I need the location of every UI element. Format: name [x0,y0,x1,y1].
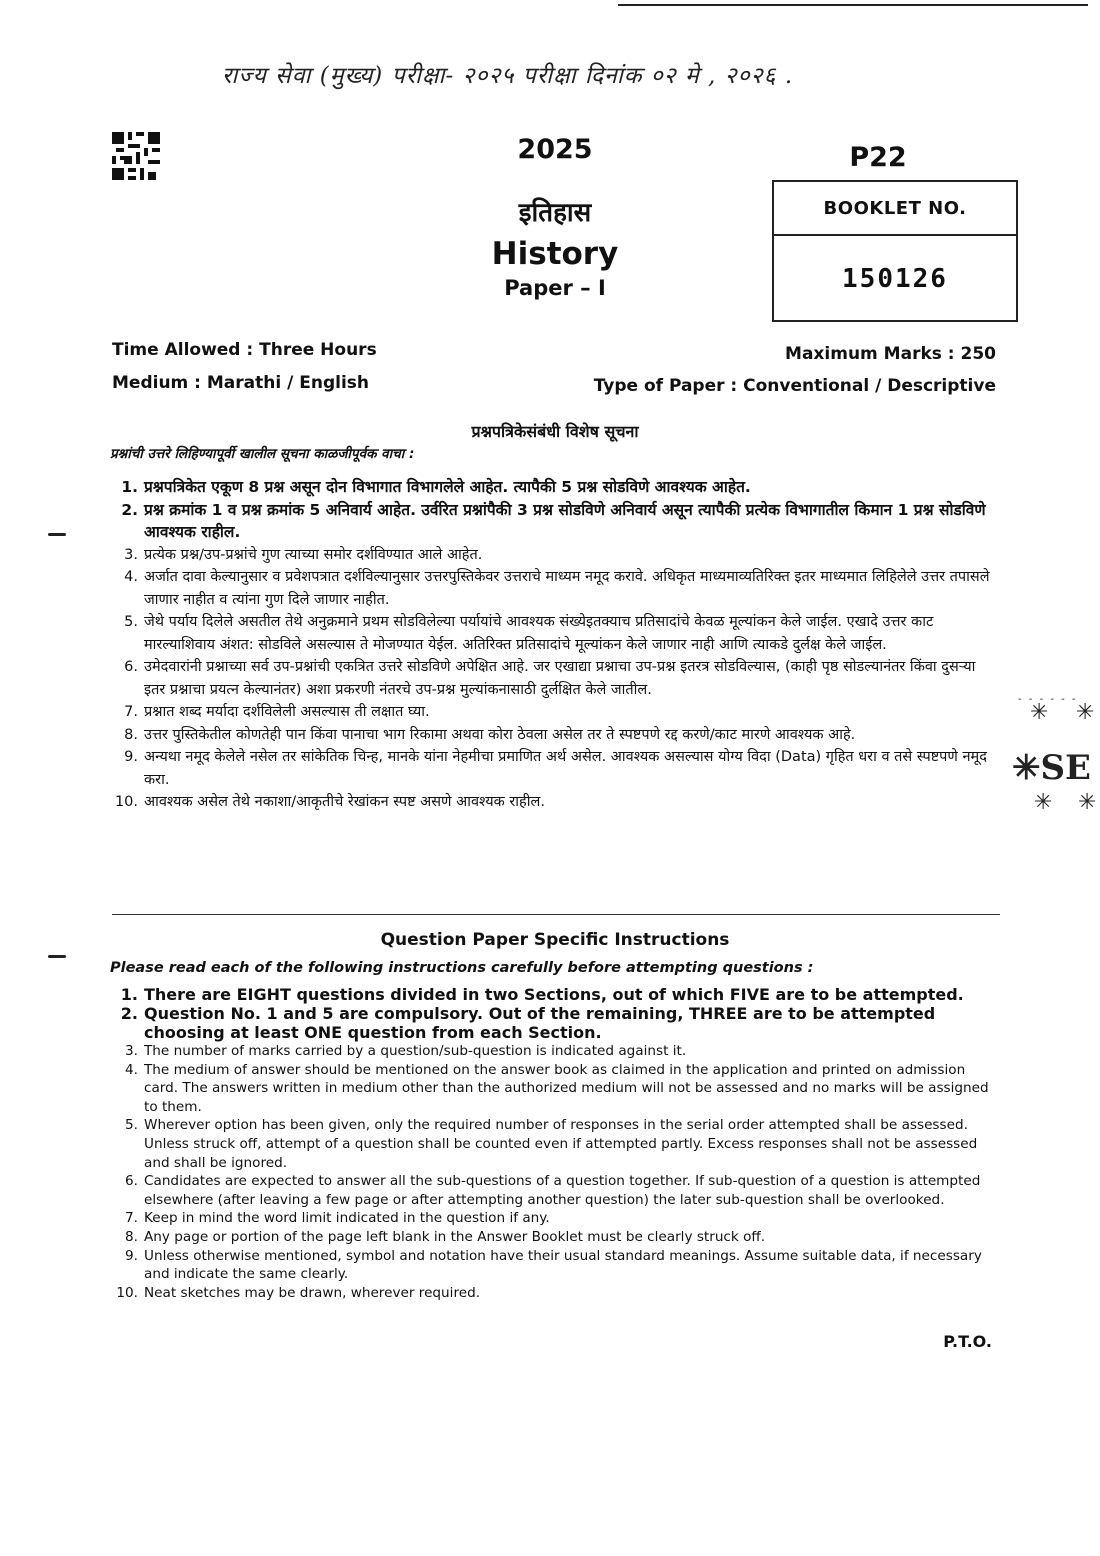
paper-code: P22 [849,142,907,173]
list-item: 1. प्रश्नपत्रिकेत एकूण 8 प्रश्न असून दोन विभागात विभागलेले आहेत. त्यापैकी 5 प्रश्न सोडविणे आवश्यक आहेत. [121,478,751,496]
margin-mark [48,955,66,958]
asterisk-icon: ✳ [1076,700,1095,725]
list-item: 4. The medium of answer should be mentioned on the answer book as claimed in the application and printed on admission card. The answers written in medium other than the authorized medium will not be assessed and no marks will be assigned to them. [125,1061,989,1115]
pto-label: P.T.O. [943,1332,992,1351]
top-rule [618,4,1088,6]
handwritten-note: राज्य सेवा (मुख्य) परीक्षा- २०२५ परीक्षा दिनांक ०२ मे , २०२६ . [222,63,794,89]
list-item: 5. जेथे पर्याय दिलेले असतील तेथे अनुक्रमाने प्रथम सोडविलेल्या पर्यायांचे आवश्यक संख्येइतक्याच प्रतिसादांचे केवळ मूल्यांकन केले जाईल. एखादे उत्तर काट मारल्याशिवाय अंशत: सोडविले असल्यास ते मोजण्यात येईल. अतिरिक्त प्रतिसादांचे मूल्यांकन केले जाणार नाही आणि त्याकडे दुर्लक्ष केले जाईल. [124,614,934,653]
list-item: 3. प्रत्येक प्रश्न/उप-प्रश्नांचे गुण त्याच्या समोर दर्शविण्यात आले आहेत. [124,546,483,563]
booklet-label: BOOKLET NO. [774,182,1016,236]
list-item: 7. Keep in mind the word limit indicated in the question if any. [125,1210,550,1227]
english-instructions-heading: Question Paper Specific Instructions [380,930,730,950]
list-item: 9. अन्यथा नमूद केलेले नसेल तर सांकेतिक चिन्ह, मानके यांना नेहमीचा प्रमाणित अर्थ असेल. आवश्यक असल्यास योग्य विदा (Data) गृहित धरा व तसे स्पष्टपणे नमूद करा. [124,749,987,788]
dotted-line-icon: - - - - - - [1018,694,1078,705]
list-item: 2. प्रश्न क्रमांक 1 व प्रश्न क्रमांक 5 अनिवार्य आहेत. उर्वरित प्रश्नांपैकी 3 प्रश्न सोडविणे अनिवार्य असून त्यापैकी प्रत्येक विभागातील किमान 1 प्रश्न सोडविणे आवश्यक राहील. [121,500,986,541]
subject-title-marathi: इतिहास [518,198,592,228]
english-instructions-list [112,985,1000,1302]
time-allowed: Time Allowed : Three Hours [112,340,377,360]
list-item: 10. आवश्यक असेल तेथे नकाशा/आकृतीचे रेखांकन स्पष्ट असणे आवश्यक राहील. [114,794,545,810]
list-item: 6. उमेदवारांनी प्रश्नाच्या सर्व उप-प्रश्नांची एकत्रित उत्तरे सोडविणे अपेक्षित आहे. जर एखाद्या प्रश्नाचा उप-प्रश्न इतरत्र सोडविल्यास, (काही पृष्ठ सोडल्यानंतर किंवा दुसऱ्या इतर प्रश्नाचा प्रयत्न केल्यानंतर) अशा प्रकरणी नंतरचे उप-प्रश्न मुल्यांकनासाठी दुर्लक्षित केले जातील. [124,659,976,698]
list-item: 4. अर्जात दावा केल्यानुसार व प्रवेशपत्रात दर्शविल्यानुसार उत्तरपुस्तिकेवर उत्तराचे माध्यम नमूद करावे. अधिकृत माध्यमाव्यतिरिक्त इतर माध्यमात लिहिलेले उत्तर तपासले जाणार नाहीत व त्यांना गुण दिले जाणार नाहीत. [124,569,990,608]
list-item: 5. Wherever option has been given, only the required number of responses in the serial order attempted shall be assessed. Unless struck off, attempt of a question shall be counted even if attempted partly. Excess responses shall not be assessed and shall be ignored. [125,1117,978,1171]
list-item: 2. Question No. 1 and 5 are compulsory. Out of the remaining, THREE are to be attempted choosing at least ONE question from each Section. [120,1004,936,1042]
side-stamp-text: ✳SE [1012,748,1091,788]
medium: Medium : Marathi / English [112,373,370,393]
list-item: 1. There are EIGHT questions divided in two Sections, out of which FIVE are to be attempted. [120,985,964,1004]
asterisk-icon: ✳ [1078,790,1097,815]
booklet-number: 150126 [842,264,948,294]
list-item: 3. The number of marks carried by a question/sub-question is indicated against it. [125,1043,687,1059]
english-instructions-subheading: Please read each of the following instructions carefully before attempting questions : [110,960,814,976]
list-item: 8. उत्तर पुस्तिकेतील कोणतेही पान किंवा पानाचा भाग रिकामा अथवा कोरा ठेवला असेल तर ते स्पष्टपणे रद्द करणे/काट मारणे आवश्यक आहे. [124,726,856,743]
maximum-marks: Maximum Marks : 250 [785,344,996,364]
list-item: 9. Unless otherwise mentioned, symbol and notation have their usual standard meanings. Assume suitable data, if necessary and indicate the same clearly. [125,1247,982,1283]
paper-number: Paper – I [504,276,606,300]
exam-year: 2025 [517,134,593,165]
qr-code-icon [112,132,160,180]
list-item: 8. Any page or portion of the page left blank in the Answer Booklet must be clearly struck off. [125,1228,766,1245]
margin-mark [48,533,66,536]
list-item: 6. Candidates are expected to answer all the sub-questions of a question together. If sub-question of a question is attempted elsewhere (after leaving a few page or after attempting another question) the later sub-question shall be overlooked. [125,1173,981,1208]
asterisk-icon: ✳ [1030,700,1049,725]
type-of-paper: Type of Paper : Conventional / Descriptive [593,376,996,396]
side-stamp [1012,690,1100,830]
asterisk-icon: ✳ [1034,790,1053,815]
subject-title-english: History [491,236,619,272]
booklet-box [772,180,1018,322]
section-divider [112,914,1000,915]
marathi-instructions-subheading: प्रश्नांची उत्तरे लिहिण्यापूर्वी खालील सूचना काळजीपूर्वक वाचा : [110,446,415,462]
marathi-instructions-list [112,476,1000,814]
list-item: 7. प्रश्नात शब्द मर्यादा दर्शविलेली असल्यास ती लक्षात घ्या. [124,704,430,720]
list-item: 10. Neat sketches may be drawn, wherever required. [116,1284,481,1301]
marathi-instructions-heading: प्रश्नपत्रिकेसंबंधी विशेष सूचना [471,422,639,441]
